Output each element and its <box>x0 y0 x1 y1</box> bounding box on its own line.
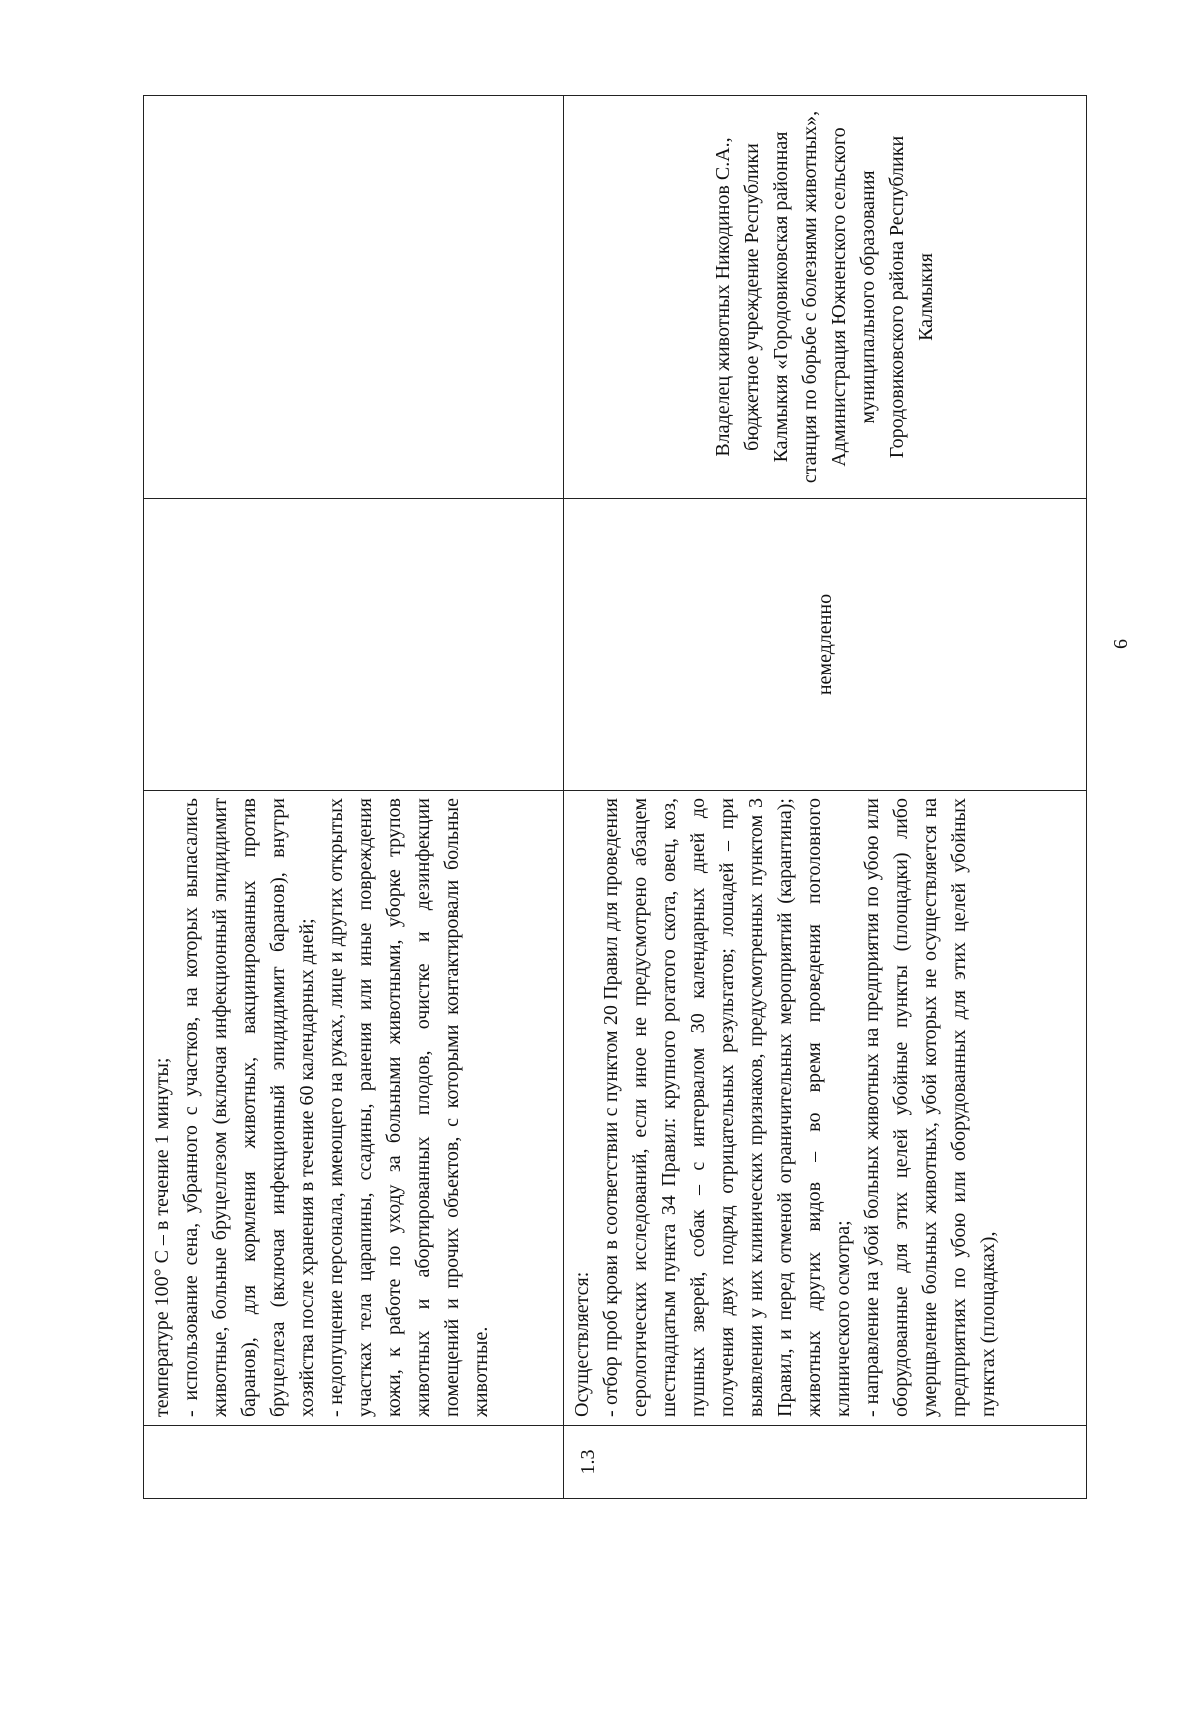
measure-text-cell <box>144 791 564 1426</box>
measure-paragraph: - отбор проб крови в соответствии с пунктом 20 Правил для проведения серологических исследований, если иное не предусмотрено абзацем шестнадцатым пункта 34 Правил: крупного рогатого скота, овец, коз, пушных зверей, собак – с интервалом 30 календарных дней до получения двух подряд отрицательных результатов; лошадей – при выявлении у них клинических признаков, предусмотренных пунктом 3 Правил, и перед отменой ограничительных мероприятий (карантина); животных других видов – во время проведения поголовного клинического осмотра; <box>600 798 854 1417</box>
table-row <box>564 96 1087 1499</box>
measure-paragraph: температуре 100° С – в течение 1 минуты; <box>151 1057 173 1417</box>
measures-table <box>143 95 1087 1499</box>
deadline-cell: немедленно <box>564 499 1087 791</box>
deadline-cell <box>144 499 564 791</box>
measure-paragraph: - использование сена, убранного с участков, на которых выпасались животные, больные бруцеллезом (включая инфекционный эпидидимит баранов), для кормления животных, вакцинированных против бруцеллеза (включая инфекционный эпидидимит баранов), внутри хозяйства после хранения в течение 60 календарных дней; <box>180 798 318 1417</box>
measure-paragraph: - направление на убой больных животных на предприятия по убою или оборудованные для этих целей убойные пункты (площадки) либо умерщвление больных животных, убой которых не осуществляется на предприятиях по убою или оборудованных для этих целей убойных пунктах (площадках), <box>861 798 999 1417</box>
measure-paragraph: Осуществляется: <box>571 1271 593 1417</box>
row-number-cell <box>144 1426 564 1499</box>
measure-paragraph: - недопущение персонала, имеющего на руках, лице и других открытых участках тела царапины, ссадины, ранения или иные повреждения кожи, к работе по уходу за больными животными, уборке трупов животных и абортированных плодов, очистке и дезинфекции помещений и прочих объектов, с которыми контактировали больные животные. <box>325 798 492 1417</box>
row-number-cell: 1.3 <box>564 1426 1087 1499</box>
responsible-cell <box>144 96 564 499</box>
table-row <box>144 96 564 1499</box>
responsible-cell: Владелец животных Никодинов С.А., бюджетное учреждение Республики Калмыкия «Городовиковская районная станция по борьбе с болезнями животных», Администрация Южненского сельского муниципального образования Городовиковского района Республики Калмыкия <box>564 96 1087 499</box>
page-number: 6 <box>1110 639 1132 649</box>
measure-text-cell <box>564 791 1087 1426</box>
